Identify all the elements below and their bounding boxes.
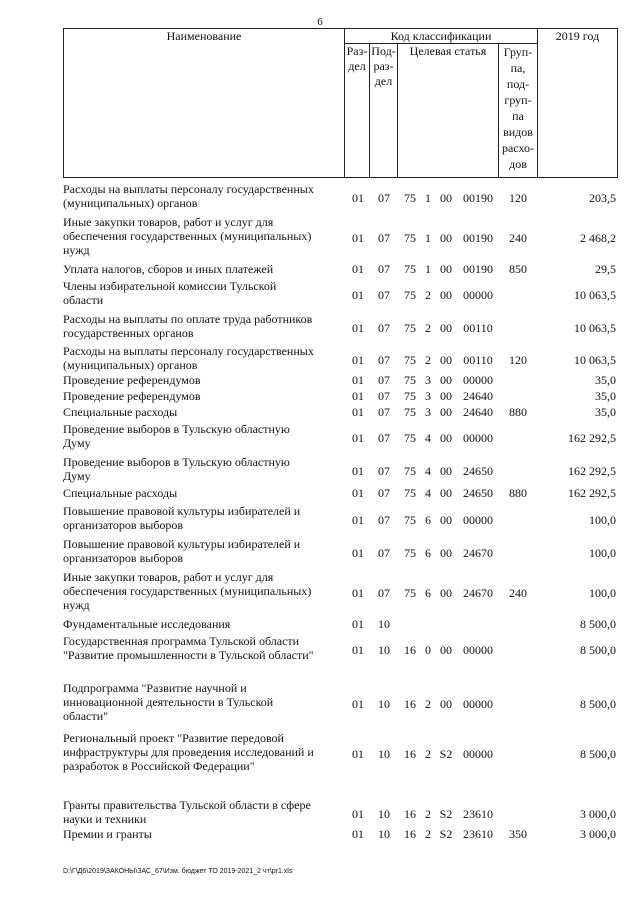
- target-event-cell: 00: [440, 191, 452, 205]
- row-name-line: государственных органов: [63, 326, 194, 340]
- podrazdel-cell: 07: [378, 546, 390, 560]
- row-name: [63, 634, 345, 662]
- podrazdel-cell: 10: [378, 617, 390, 631]
- header-group-line: Груп-: [503, 45, 533, 59]
- target-direction-cell: 00000: [463, 513, 493, 527]
- target-event-cell: S2: [439, 827, 453, 841]
- row-name: [63, 537, 345, 565]
- row-name: [63, 262, 345, 276]
- target-event-cell: S2: [439, 747, 453, 761]
- podrazdel-cell: 10: [378, 807, 390, 821]
- row-name-line: Региональный проект "Развитие передовой: [63, 731, 284, 745]
- row-name: [63, 279, 345, 307]
- podrazdel-cell: 07: [378, 288, 390, 302]
- header-group-line: под-: [506, 77, 530, 91]
- row-name-line: разработок в Российской Федерации": [63, 759, 255, 773]
- target-direction-cell: 00190: [463, 262, 493, 276]
- podrazdel-cell: 07: [378, 262, 390, 276]
- podrazdel-cell: 07: [378, 513, 390, 527]
- target-event-cell: 00: [440, 697, 452, 711]
- row-name-line: Фундаментальные исследования: [63, 617, 231, 631]
- row-name-line: науки и техники: [63, 812, 147, 826]
- target-program-cell: 75: [404, 431, 416, 445]
- target-subprogram-cell: 4: [425, 486, 431, 500]
- group-cell: 240: [509, 586, 527, 600]
- amount-cell: 8 500,0: [580, 697, 616, 711]
- target-direction-cell: 23610: [463, 827, 493, 841]
- target-direction-cell: 24640: [463, 389, 493, 403]
- target-direction-cell: 00000: [463, 373, 493, 387]
- podrazdel-cell: 07: [378, 486, 390, 500]
- target-direction-cell: 24650: [463, 464, 493, 478]
- row-name: [63, 681, 345, 723]
- target-program-cell: 75: [404, 262, 416, 276]
- razdel-cell: 01: [352, 262, 364, 276]
- razdel-cell: 01: [352, 353, 364, 367]
- header-group-cell: [498, 43, 538, 178]
- podrazdel-cell: 07: [378, 405, 390, 419]
- row-name-line: Члены избирательной комиссии Тульской: [63, 279, 277, 293]
- row-name: [63, 731, 345, 773]
- target-event-cell: 00: [440, 353, 452, 367]
- row-name-line: Повышение правовой культуры избирателей и: [63, 537, 301, 551]
- row-name: [63, 405, 345, 419]
- row-name: [63, 455, 345, 483]
- amount-cell: 100,0: [589, 546, 616, 560]
- group-cell: 240: [509, 231, 527, 245]
- header-group-line: расхо-: [501, 141, 535, 155]
- target-program-cell: 75: [404, 513, 416, 527]
- amount-cell: 35,0: [595, 389, 616, 403]
- row-name-line: (муниципальных) органов: [63, 196, 198, 210]
- row-name-line: Уплата налогов, сборов и иных платежей: [63, 262, 274, 276]
- header-code-cell: [344, 28, 538, 44]
- row-name-line: обеспечения государственных (муниципальных): [63, 229, 312, 243]
- row-name-line: области: [63, 293, 104, 307]
- header-code-label: Код классификации: [390, 29, 492, 43]
- target-program-cell: 16: [404, 697, 416, 711]
- row-name-line: Проведение выборов в Тульскую областную: [63, 455, 290, 469]
- target-event-cell: 00: [440, 288, 452, 302]
- target-program-cell: 75: [404, 353, 416, 367]
- podrazdel-cell: 07: [378, 353, 390, 367]
- amount-cell: 35,0: [595, 373, 616, 387]
- razdel-cell: 01: [352, 288, 364, 302]
- row-name-line: Проведение выборов в Тульскую областную: [63, 422, 290, 436]
- target-event-cell: 00: [440, 405, 452, 419]
- amount-cell: 162 292,5: [568, 486, 616, 500]
- target-program-cell: 75: [404, 288, 416, 302]
- podrazdel-cell: 10: [378, 827, 390, 841]
- target-subprogram-cell: 6: [425, 586, 431, 600]
- target-subprogram-cell: 1: [425, 191, 431, 205]
- podrazdel-cell: 07: [378, 231, 390, 245]
- header-podrazdel-line: Под-: [371, 44, 396, 58]
- row-name-line: области": [63, 709, 109, 723]
- target-direction-cell: 23610: [463, 807, 493, 821]
- row-name-line: Проведение референдумов: [63, 373, 201, 387]
- row-name: [63, 486, 345, 500]
- amount-cell: 162 292,5: [568, 431, 616, 445]
- row-name-line: Гранты правительства Тульской области в сфере: [63, 798, 311, 812]
- podrazdel-cell: 10: [378, 697, 390, 711]
- target-direction-cell: 00000: [463, 288, 493, 302]
- header-group-line: груп-: [504, 93, 532, 107]
- target-program-cell: 75: [404, 191, 416, 205]
- row-name: [63, 344, 345, 372]
- group-cell: 880: [509, 486, 527, 500]
- header-razdel-cell: [344, 43, 370, 178]
- target-program-cell: 75: [404, 586, 416, 600]
- row-name: [63, 182, 345, 210]
- row-name-line: Иные закупки товаров, работ и услуг для: [63, 215, 274, 229]
- razdel-cell: 01: [352, 513, 364, 527]
- amount-cell: 10 063,5: [574, 353, 616, 367]
- podrazdel-cell: 07: [378, 586, 390, 600]
- row-name: [63, 504, 345, 532]
- target-direction-cell: 24650: [463, 486, 493, 500]
- target-direction-cell: 00000: [463, 643, 493, 657]
- target-event-cell: 00: [440, 231, 452, 245]
- row-name-line: Государственная программа Тульской области: [63, 634, 300, 648]
- header-name-label: Наименование: [166, 29, 242, 43]
- amount-cell: 35,0: [595, 405, 616, 419]
- target-subprogram-cell: 2: [425, 321, 431, 335]
- razdel-cell: 01: [352, 546, 364, 560]
- amount-cell: 10 063,5: [574, 321, 616, 335]
- header-razdel-line: дел: [348, 59, 366, 73]
- target-direction-cell: 24670: [463, 546, 493, 560]
- amount-cell: 2 468,2: [580, 231, 616, 245]
- target-event-cell: 00: [440, 389, 452, 403]
- amount-cell: 8 500,0: [580, 617, 616, 631]
- target-event-cell: 00: [440, 373, 452, 387]
- header-group-line: дов: [509, 157, 527, 171]
- razdel-cell: 01: [352, 643, 364, 657]
- row-name-line: Подпрограмма "Развитие научной и: [63, 681, 247, 695]
- target-event-cell: S2: [439, 807, 453, 821]
- header-podrazdel-cell: [369, 43, 398, 178]
- target-event-cell: 00: [440, 262, 452, 276]
- target-program-cell: 16: [404, 827, 416, 841]
- header-razdel-line: Раз-: [346, 44, 368, 58]
- razdel-cell: 01: [352, 191, 364, 205]
- razdel-cell: 01: [352, 747, 364, 761]
- header-group-line: па,: [510, 61, 526, 75]
- target-program-cell: 75: [404, 546, 416, 560]
- row-name-line: (муниципальных) органов: [63, 358, 198, 372]
- target-subprogram-cell: 2: [425, 807, 431, 821]
- header-year-label: 2019 год: [555, 29, 600, 43]
- target-subprogram-cell: 3: [425, 373, 431, 387]
- amount-cell: 100,0: [589, 586, 616, 600]
- podrazdel-cell: 07: [378, 389, 390, 403]
- page-number: 6: [317, 16, 323, 28]
- group-cell: 350: [509, 827, 527, 841]
- target-subprogram-cell: 0: [425, 643, 431, 657]
- header-name-cell: [63, 28, 345, 178]
- group-cell: 120: [509, 191, 527, 205]
- target-program-cell: 75: [404, 464, 416, 478]
- row-name: [63, 389, 345, 403]
- target-subprogram-cell: 3: [425, 389, 431, 403]
- amount-cell: 8 500,0: [580, 747, 616, 761]
- razdel-cell: 01: [352, 389, 364, 403]
- razdel-cell: 01: [352, 405, 364, 419]
- header-podrazdel-line: дел: [374, 74, 393, 88]
- group-cell: 120: [509, 353, 527, 367]
- target-program-cell: 75: [404, 373, 416, 387]
- target-subprogram-cell: 4: [425, 431, 431, 445]
- header-podrazdel-line: раз-: [373, 59, 394, 73]
- row-name-line: обеспечения государственных (муниципальных): [63, 584, 312, 598]
- row-name-line: Расходы на выплаты по оплате труда работников: [63, 312, 313, 326]
- row-name-line: Проведение референдумов: [63, 389, 201, 403]
- amount-cell: 162 292,5: [568, 464, 616, 478]
- razdel-cell: 01: [352, 807, 364, 821]
- row-name-line: Иные закупки товаров, работ и услуг для: [63, 570, 274, 584]
- row-name: [63, 617, 345, 631]
- row-name-line: Премии и гранты: [63, 827, 152, 841]
- razdel-cell: 01: [352, 373, 364, 387]
- target-program-cell: 75: [404, 231, 416, 245]
- amount-cell: 3 000,0: [580, 807, 616, 821]
- row-name-line: организаторов выборов: [63, 518, 184, 532]
- razdel-cell: 01: [352, 486, 364, 500]
- row-name: [63, 312, 345, 340]
- row-name: [63, 798, 345, 826]
- target-subprogram-cell: 2: [425, 353, 431, 367]
- target-subprogram-cell: 2: [425, 747, 431, 761]
- row-name-line: Думу: [63, 436, 91, 450]
- target-event-cell: 00: [440, 513, 452, 527]
- podrazdel-cell: 07: [378, 191, 390, 205]
- target-event-cell: 00: [440, 431, 452, 445]
- razdel-cell: 01: [352, 231, 364, 245]
- amount-cell: 3 000,0: [580, 827, 616, 841]
- target-event-cell: 00: [440, 643, 452, 657]
- target-subprogram-cell: 3: [425, 405, 431, 419]
- row-name-line: инфраструктуры для проведения исследований и: [63, 745, 314, 759]
- target-subprogram-cell: 6: [425, 513, 431, 527]
- target-program-cell: 75: [404, 389, 416, 403]
- row-name: [63, 827, 345, 841]
- target-event-cell: 00: [440, 586, 452, 600]
- podrazdel-cell: 10: [378, 747, 390, 761]
- row-name-line: организаторов выборов: [63, 551, 184, 565]
- target-program-cell: 75: [404, 486, 416, 500]
- row-name-line: инновационной деятельности в Тульской: [63, 695, 274, 709]
- row-name-line: Специальные расходы: [63, 486, 178, 500]
- target-subprogram-cell: 4: [425, 464, 431, 478]
- razdel-cell: 01: [352, 617, 364, 631]
- target-direction-cell: 00000: [463, 697, 493, 711]
- row-name-line: Думу: [63, 469, 91, 483]
- row-name-line: Расходы на выплаты персоналу государственных: [63, 344, 314, 358]
- razdel-cell: 01: [352, 431, 364, 445]
- amount-cell: 29,5: [595, 262, 616, 276]
- target-direction-cell: 24670: [463, 586, 493, 600]
- razdel-cell: 01: [352, 464, 364, 478]
- target-program-cell: 75: [404, 405, 416, 419]
- target-program-cell: 16: [404, 643, 416, 657]
- razdel-cell: 01: [352, 827, 364, 841]
- target-subprogram-cell: 6: [425, 546, 431, 560]
- header-year-cell: [537, 28, 618, 178]
- target-event-cell: 00: [440, 321, 452, 335]
- target-subprogram-cell: 2: [425, 827, 431, 841]
- target-direction-cell: 00110: [463, 353, 493, 367]
- target-program-cell: 16: [404, 747, 416, 761]
- podrazdel-cell: 07: [378, 431, 390, 445]
- target-direction-cell: 00190: [463, 191, 493, 205]
- row-name-line: нужд: [63, 598, 90, 612]
- row-name: [63, 422, 345, 450]
- target-direction-cell: 00000: [463, 747, 493, 761]
- target-direction-cell: 24640: [463, 405, 493, 419]
- podrazdel-cell: 07: [378, 321, 390, 335]
- header-target-label: Целевая статья: [409, 44, 487, 58]
- target-subprogram-cell: 1: [425, 262, 431, 276]
- target-event-cell: 00: [440, 486, 452, 500]
- amount-cell: 8 500,0: [580, 643, 616, 657]
- target-direction-cell: 00110: [463, 321, 493, 335]
- podrazdel-cell: 07: [378, 373, 390, 387]
- razdel-cell: 01: [352, 586, 364, 600]
- target-direction-cell: 00000: [463, 431, 493, 445]
- row-name: [63, 215, 345, 257]
- row-name: [63, 570, 345, 612]
- file-path-footer: D:\Г\Д6\2019\ЗАКОНЫ\ЗАС_67\Изм. бюджет ТО 2019-2021_2 чт\pr1.xls: [63, 868, 293, 875]
- row-name-line: Расходы на выплаты персоналу государственных: [63, 182, 314, 196]
- row-name-line: Специальные расходы: [63, 405, 178, 419]
- amount-cell: 203,5: [589, 191, 616, 205]
- row-name: [63, 373, 345, 387]
- amount-cell: 10 063,5: [574, 288, 616, 302]
- target-event-cell: 00: [440, 464, 452, 478]
- group-cell: 880: [509, 405, 527, 419]
- target-direction-cell: 00190: [463, 231, 493, 245]
- group-cell: 850: [509, 262, 527, 276]
- podrazdel-cell: 07: [378, 464, 390, 478]
- target-program-cell: 16: [404, 807, 416, 821]
- row-name-line: "Развитие промышленности в Тульской области": [63, 648, 314, 662]
- header-target-cell: [397, 43, 499, 178]
- target-event-cell: 00: [440, 546, 452, 560]
- row-name-line: нужд: [63, 243, 90, 257]
- target-subprogram-cell: 2: [425, 697, 431, 711]
- header-group-line: па: [512, 109, 524, 123]
- target-program-cell: 75: [404, 321, 416, 335]
- amount-cell: 100,0: [589, 513, 616, 527]
- razdel-cell: 01: [352, 321, 364, 335]
- razdel-cell: 01: [352, 697, 364, 711]
- header-group-line: видов: [503, 125, 533, 139]
- podrazdel-cell: 10: [378, 643, 390, 657]
- target-subprogram-cell: 1: [425, 231, 431, 245]
- target-subprogram-cell: 2: [425, 288, 431, 302]
- row-name-line: Повышение правовой культуры избирателей и: [63, 504, 301, 518]
